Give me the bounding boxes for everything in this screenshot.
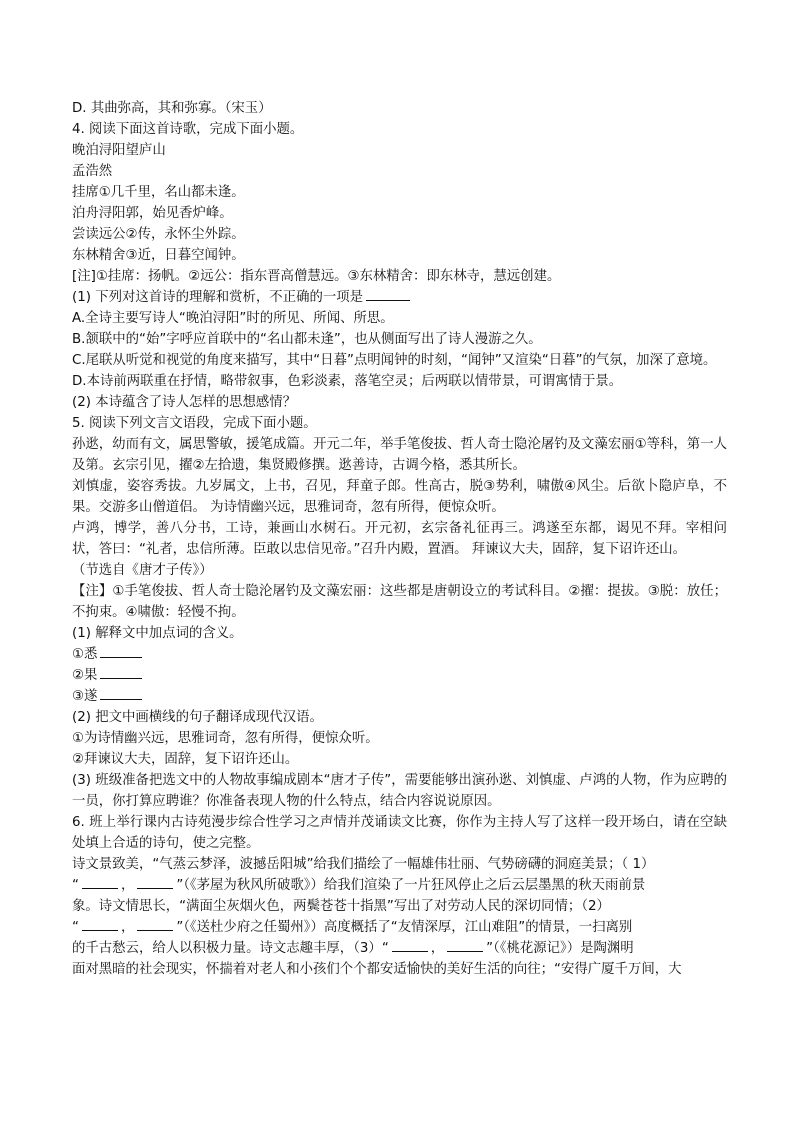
q4-sub1-text: (1) 下列对这首诗的理解和赏析，不正确的一项是 [72, 290, 364, 305]
q5-sub2: (2) 把文中画横线的句子翻译成现代汉语。 [72, 710, 323, 725]
poem-line-4: 东林精舍③近，日暮空闻钟。 [72, 248, 245, 263]
word-label: ①悉 [72, 647, 98, 662]
q5-passage-sun-ti: 孙逖，幼而有文，属思警敏，援笔成篇。开元二年，举手笔俊拔、哲人奇士隐沦屠钓及文藻宏丽①等科，第一人及第。玄宗引见，擢②左拾遗，集贤殿修撰。逖善诗，古调今格，悉其所长。 [72, 437, 727, 473]
answer-blank [366, 288, 410, 301]
q4-option-d: D.本诗前两联重在抒情，略带叙事，色彩淡素，落笔空灵；后两联以情带景，可谓寓情于景。 [72, 374, 623, 389]
q6-text: ”（《茅屋为秋风所破歌》）给我们渲染了一片狂风停止之后云层墨黑的秋天雨前景 [176, 878, 646, 893]
q5-word-3 [72, 686, 727, 707]
q4-sub2: (2) 本诗蕴含了诗人怎样的思想感情？ [72, 395, 297, 410]
answer-blank [100, 645, 142, 658]
comma: ， [430, 941, 445, 956]
q4-intro: 4. 阅读下面这首诗歌，完成下面小题。 [72, 122, 304, 137]
q6-line-4 [72, 917, 727, 938]
q6-line-5 [72, 938, 727, 959]
q4-sub1 [72, 287, 727, 308]
q6-intro: 6. 班上举行课内古诗苑漫步综合性学习之声情并茂诵读文比赛，你作为主持人写了这样一段开场白，请在空缺处填上合适的诗句，使之完整。 [72, 815, 727, 851]
q6-line-6: 面对黑暗的社会现实，怀揣着对老人和小孩们个个都安适愉快的美好生活的向往；“安得广厦千万间，大 [72, 962, 682, 977]
quote-open: “ [72, 878, 79, 893]
q4-option-b: B.颔联中的“始”字呼应首联中的“名山都未逢”，也从侧面写出了诗人漫游之久。 [72, 332, 542, 347]
comma: ， [120, 878, 135, 893]
answer-blank [100, 687, 142, 700]
q5-sub1: (1) 解释文中加点词的含义。 [72, 626, 243, 641]
q3-option-d: D. 其曲弥高，其和弥寡。（宋玉） [72, 101, 272, 116]
poem-title: 晚泊浔阳望庐山 [72, 143, 166, 158]
q6-text: ”（《桃花源记》）是陶渊明 [486, 941, 634, 956]
q6-line-1: 诗文景致美，“气蒸云梦泽，波撼岳阳城”给我们描绘了一幅雄伟壮丽、气势磅礴的洞庭美景；（ 1） [72, 857, 655, 872]
poem-author: 孟浩然 [72, 164, 113, 179]
quote-open: “ [381, 941, 389, 956]
document-page [72, 98, 727, 980]
fill-blank [392, 939, 428, 952]
quote-open: “ [72, 920, 79, 935]
fill-blank [82, 918, 118, 931]
q6-text: ”（《送杜少府之任蜀州》）高度概括了“友情深厚，江山难阻”的情景，一扫离别 [176, 920, 633, 935]
poem-line-2: 泊舟浔阳郭，始见香炉峰。 [72, 206, 233, 221]
q5-sub3: (3) 班级准备把选文中的人物故事编成剧本“唐才子传”，需要能够出演孙逖、刘慎虚、卢鸿的人物，作为应聘的一员，你打算应聘谁？你准备表现人物的什么特点，结合内容说说原因。 [72, 773, 727, 809]
q5-translate-1: ①为诗情幽兴远，思雅词奇，忽有所得，便惊众听。 [72, 731, 379, 746]
q5-word-2 [72, 665, 727, 686]
q6-line-2 [72, 875, 727, 896]
fill-blank [137, 918, 173, 931]
word-label: ②果 [72, 668, 98, 683]
q5-source: （节选自《唐才子传》） [72, 563, 213, 578]
q5-translate-2: ②拜谏议大夫，固辞，复下诏许还山。 [72, 752, 299, 767]
poem-line-1: 挂席①几千里，名山都未逢。 [72, 185, 245, 200]
word-label: ③遂 [72, 689, 98, 704]
q5-passage-lu-hong: 卢鸿，博学，善八分书，工诗，兼画山水树石。开元初，玄宗备礼征再三。鸿遂至东都，谒见不拜。宰相问状，答曰：“礼者，忠信所薄。臣敢以忠信见帝。”召升内殿，置酒。 拜谏议大夫，固辞，复下诏许还山。 [72, 521, 727, 557]
comma: ， [120, 920, 135, 935]
q5-passage-liu-shenxu: 刘慎虚，姿容秀拔。九岁属文，上书，召见，拜童子郎。性高古，脱③势利，啸傲④风尘。后欲卜隐庐阜，不果。交游多山僧道侣。 为诗情幽兴远，思雅词奇，忽有所得，便惊众听。 [72, 479, 727, 515]
fill-blank [82, 876, 118, 889]
answer-blank [100, 666, 142, 679]
q5-intro: 5. 阅读下列文言文语段，完成下面小题。 [72, 416, 317, 431]
q4-option-a: A.全诗主要写诗人“晚泊浔阳”时的所见、所闻、所思。 [72, 311, 394, 326]
poem-line-3: 尝读远公②传，永怀尘外踪。 [72, 227, 245, 242]
fill-blank [137, 876, 173, 889]
fill-blank [447, 939, 483, 952]
q6-text: 的千古愁云，给人以积极力量。诗文志趣丰厚，（3） [72, 941, 382, 956]
q5-note: 【注】①手笔俊拔、哲人奇士隐沦屠钓及文藻宏丽：这些都是唐朝设立的考试科目。②擢：提拔。③脱：放任；不拘束。④啸傲：轻慢不拘。 [72, 584, 727, 620]
q6-line-3: 象。诗文情思长，“满面尘灰烟火色，两鬓苍苍十指黑”写出了对劳动人民的深切同情；（2） [72, 899, 610, 914]
q4-option-c: C.尾联从听觉和视觉的角度来描写，其中“日暮”点明闻钟的时刻，“闻钟”又渲染“日暮”的气氛，加深了意境。 [72, 353, 717, 368]
q5-word-1 [72, 644, 727, 665]
poem-note: [注]①挂席：扬帆。②远公：指东晋高僧慧远。③东林精舍：即东林寺，慧远创建。 [72, 269, 561, 284]
